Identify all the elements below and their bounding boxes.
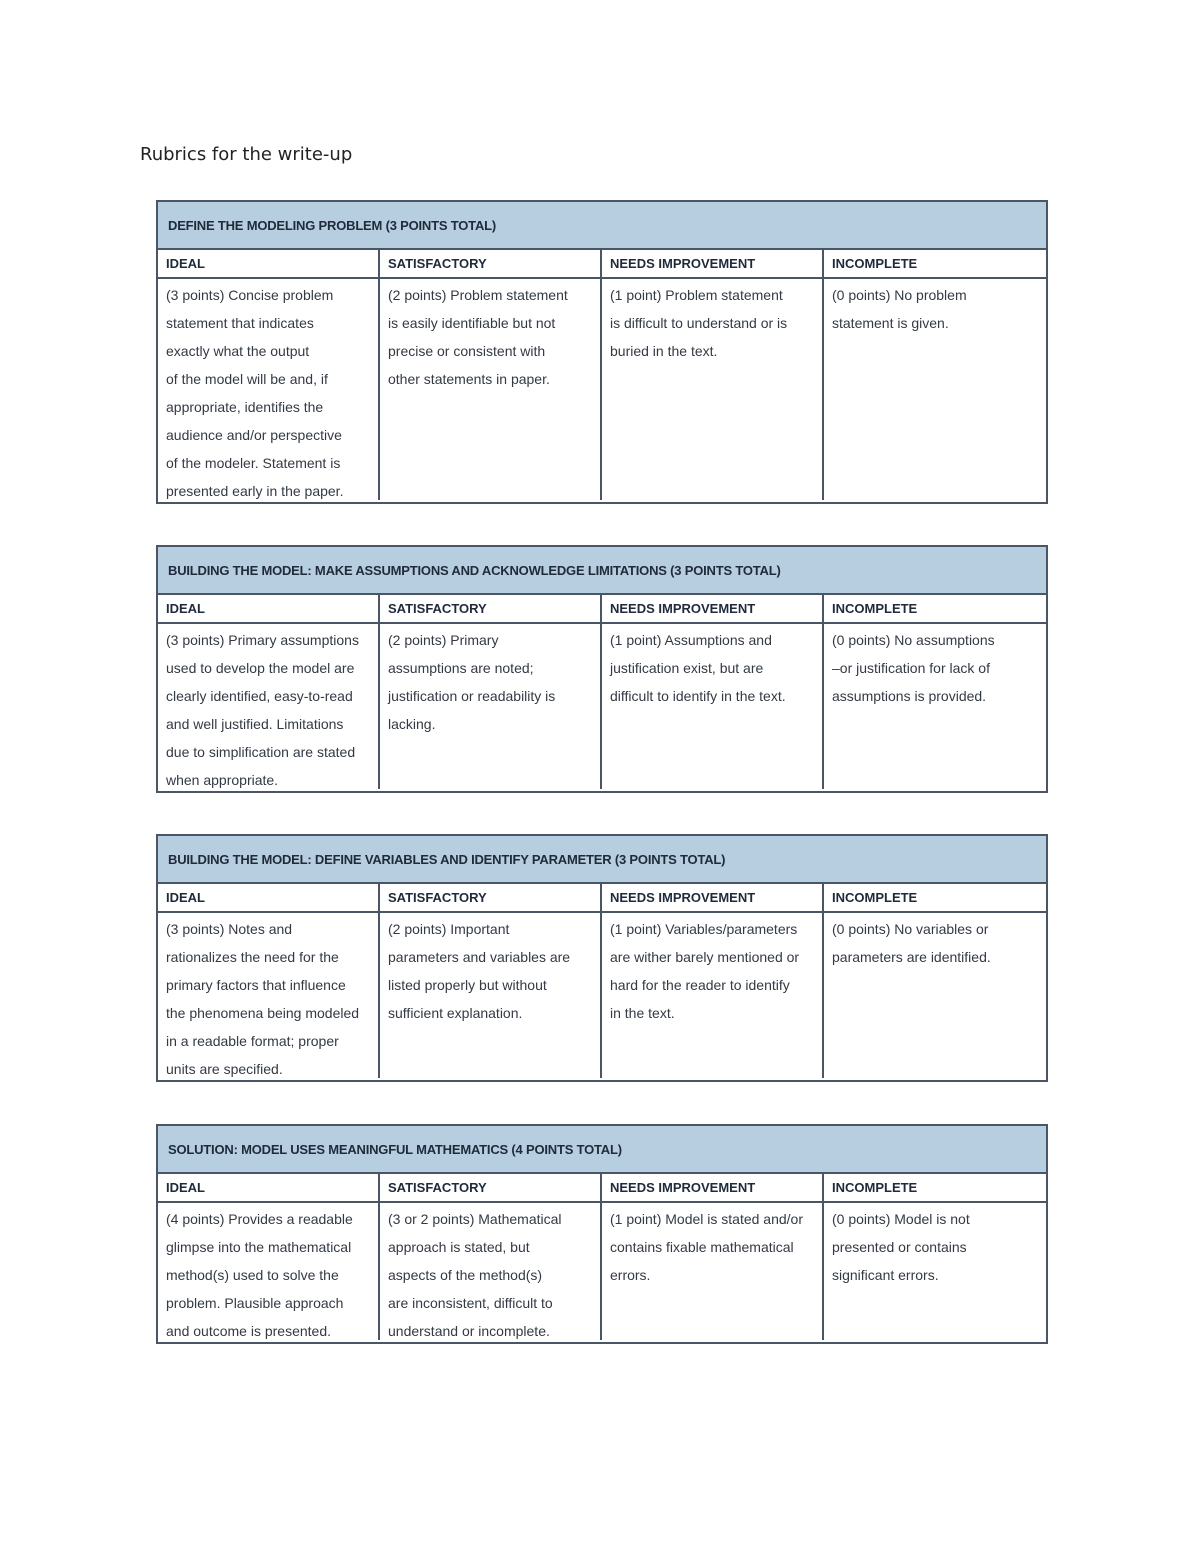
cell-incomplete: (0 points) Model is not presented or contains significant errors. (832, 1211, 970, 1283)
column-header-ideal: IDEAL (158, 1174, 378, 1203)
column-header-needs-improvement: NEEDS IMPROVEMENT (602, 595, 822, 624)
column-needs-improvement (602, 1174, 824, 1340)
rubric-title: BUILDING THE MODEL: MAKE ASSUMPTIONS AND ACKNOWLEDGE LIMITATIONS (3 POINTS TOTAL) (158, 547, 1046, 595)
column-header-ideal: IDEAL (158, 595, 378, 624)
column-header-needs-improvement: NEEDS IMPROVEMENT (602, 1174, 822, 1203)
cell-ideal: (3 points) Notes and rationalizes the need for the primary factors that influence the phenomena being modeled in a readable format; proper units are specified. (166, 921, 360, 1077)
cell-satisfactory: (2 points) Problem statement is easily identifiable but not precise or consistent with other statements in paper. (388, 287, 568, 387)
column-header-incomplete: INCOMPLETE (824, 884, 1046, 913)
rubric-table-define-problem (156, 200, 1048, 504)
column-satisfactory (380, 250, 602, 500)
cell-needs-improvement: (1 point) Problem statement is difficult to understand or is buried in the text. (610, 287, 788, 359)
column-header-incomplete: INCOMPLETE (824, 1174, 1046, 1203)
column-header-ideal: IDEAL (158, 250, 378, 279)
column-header-needs-improvement: NEEDS IMPROVEMENT (602, 250, 822, 279)
cell-incomplete: (0 points) No variables or parameters are identified. (832, 921, 991, 965)
column-ideal (158, 1174, 380, 1340)
column-header-satisfactory: SATISFACTORY (380, 1174, 600, 1203)
column-incomplete (824, 250, 1046, 500)
column-incomplete (824, 884, 1046, 1078)
rubric-grid (158, 884, 1046, 1078)
cell-satisfactory: (2 points) Important parameters and variables are listed properly but without sufficient explanation. (388, 921, 571, 1021)
cell-ideal: (4 points) Provides a readable glimpse into the mathematical method(s) used to solve the problem. Plausible approach and outcome is presented. (166, 1211, 353, 1339)
column-ideal (158, 250, 380, 500)
cell-satisfactory: (3 or 2 points) Mathematical approach is stated, but aspects of the method(s) are inconsistent, difficult to understand or incomplete. (388, 1211, 562, 1339)
cell-needs-improvement: (1 point) Variables/parameters are wither barely mentioned or hard for the reader to identify in the text. (610, 921, 800, 1021)
cell-satisfactory: (2 points) Primary assumptions are noted; justification or readability is lacking. (388, 632, 556, 732)
rubric-grid (158, 595, 1046, 789)
column-needs-improvement (602, 250, 824, 500)
rubric-table-assumptions (156, 545, 1048, 793)
rubric-grid (158, 250, 1046, 500)
column-header-ideal: IDEAL (158, 884, 378, 913)
column-ideal (158, 595, 380, 789)
cell-incomplete: (0 points) No problem statement is given. (832, 287, 967, 331)
cell-ideal: (3 points) Primary assumptions used to develop the model are clearly identified, easy-to-read and well justified. Limitations due to simplification are stated when appropriate. (166, 632, 359, 788)
rubric-title: DEFINE THE MODELING PROBLEM (3 POINTS TOTAL) (158, 202, 1046, 250)
cell-needs-improvement: (1 point) Model is stated and/or contains fixable mathematical errors. (610, 1211, 803, 1283)
column-header-satisfactory: SATISFACTORY (380, 250, 600, 279)
column-satisfactory (380, 595, 602, 789)
rubric-table-variables (156, 834, 1048, 1082)
column-header-needs-improvement: NEEDS IMPROVEMENT (602, 884, 822, 913)
column-needs-improvement (602, 884, 824, 1078)
column-header-satisfactory: SATISFACTORY (380, 884, 600, 913)
rubric-table-solution (156, 1124, 1048, 1344)
column-header-satisfactory: SATISFACTORY (380, 595, 600, 624)
cell-ideal: (3 points) Concise problem statement that indicates exactly what the output of the model will be and, if appropriate, identifies the audience and/or perspective of the modeler. Statement is presented early in the paper. (166, 287, 344, 499)
column-satisfactory (380, 1174, 602, 1340)
column-satisfactory (380, 884, 602, 1078)
rubric-grid (158, 1174, 1046, 1340)
column-ideal (158, 884, 380, 1078)
page-title: Rubrics for the write-up (140, 144, 353, 165)
rubric-title: SOLUTION: MODEL USES MEANINGFUL MATHEMATICS (4 POINTS TOTAL) (158, 1126, 1046, 1174)
column-header-incomplete: INCOMPLETE (824, 595, 1046, 624)
cell-needs-improvement: (1 point) Assumptions and justification exist, but are difficult to identify in the text. (610, 632, 786, 704)
column-incomplete (824, 595, 1046, 789)
column-needs-improvement (602, 595, 824, 789)
column-header-incomplete: INCOMPLETE (824, 250, 1046, 279)
rubric-title: BUILDING THE MODEL: DEFINE VARIABLES AND IDENTIFY PARAMETER (3 POINTS TOTAL) (158, 836, 1046, 884)
cell-incomplete: (0 points) No assumptions –or justification for lack of assumptions is provided. (832, 632, 995, 704)
column-incomplete (824, 1174, 1046, 1340)
